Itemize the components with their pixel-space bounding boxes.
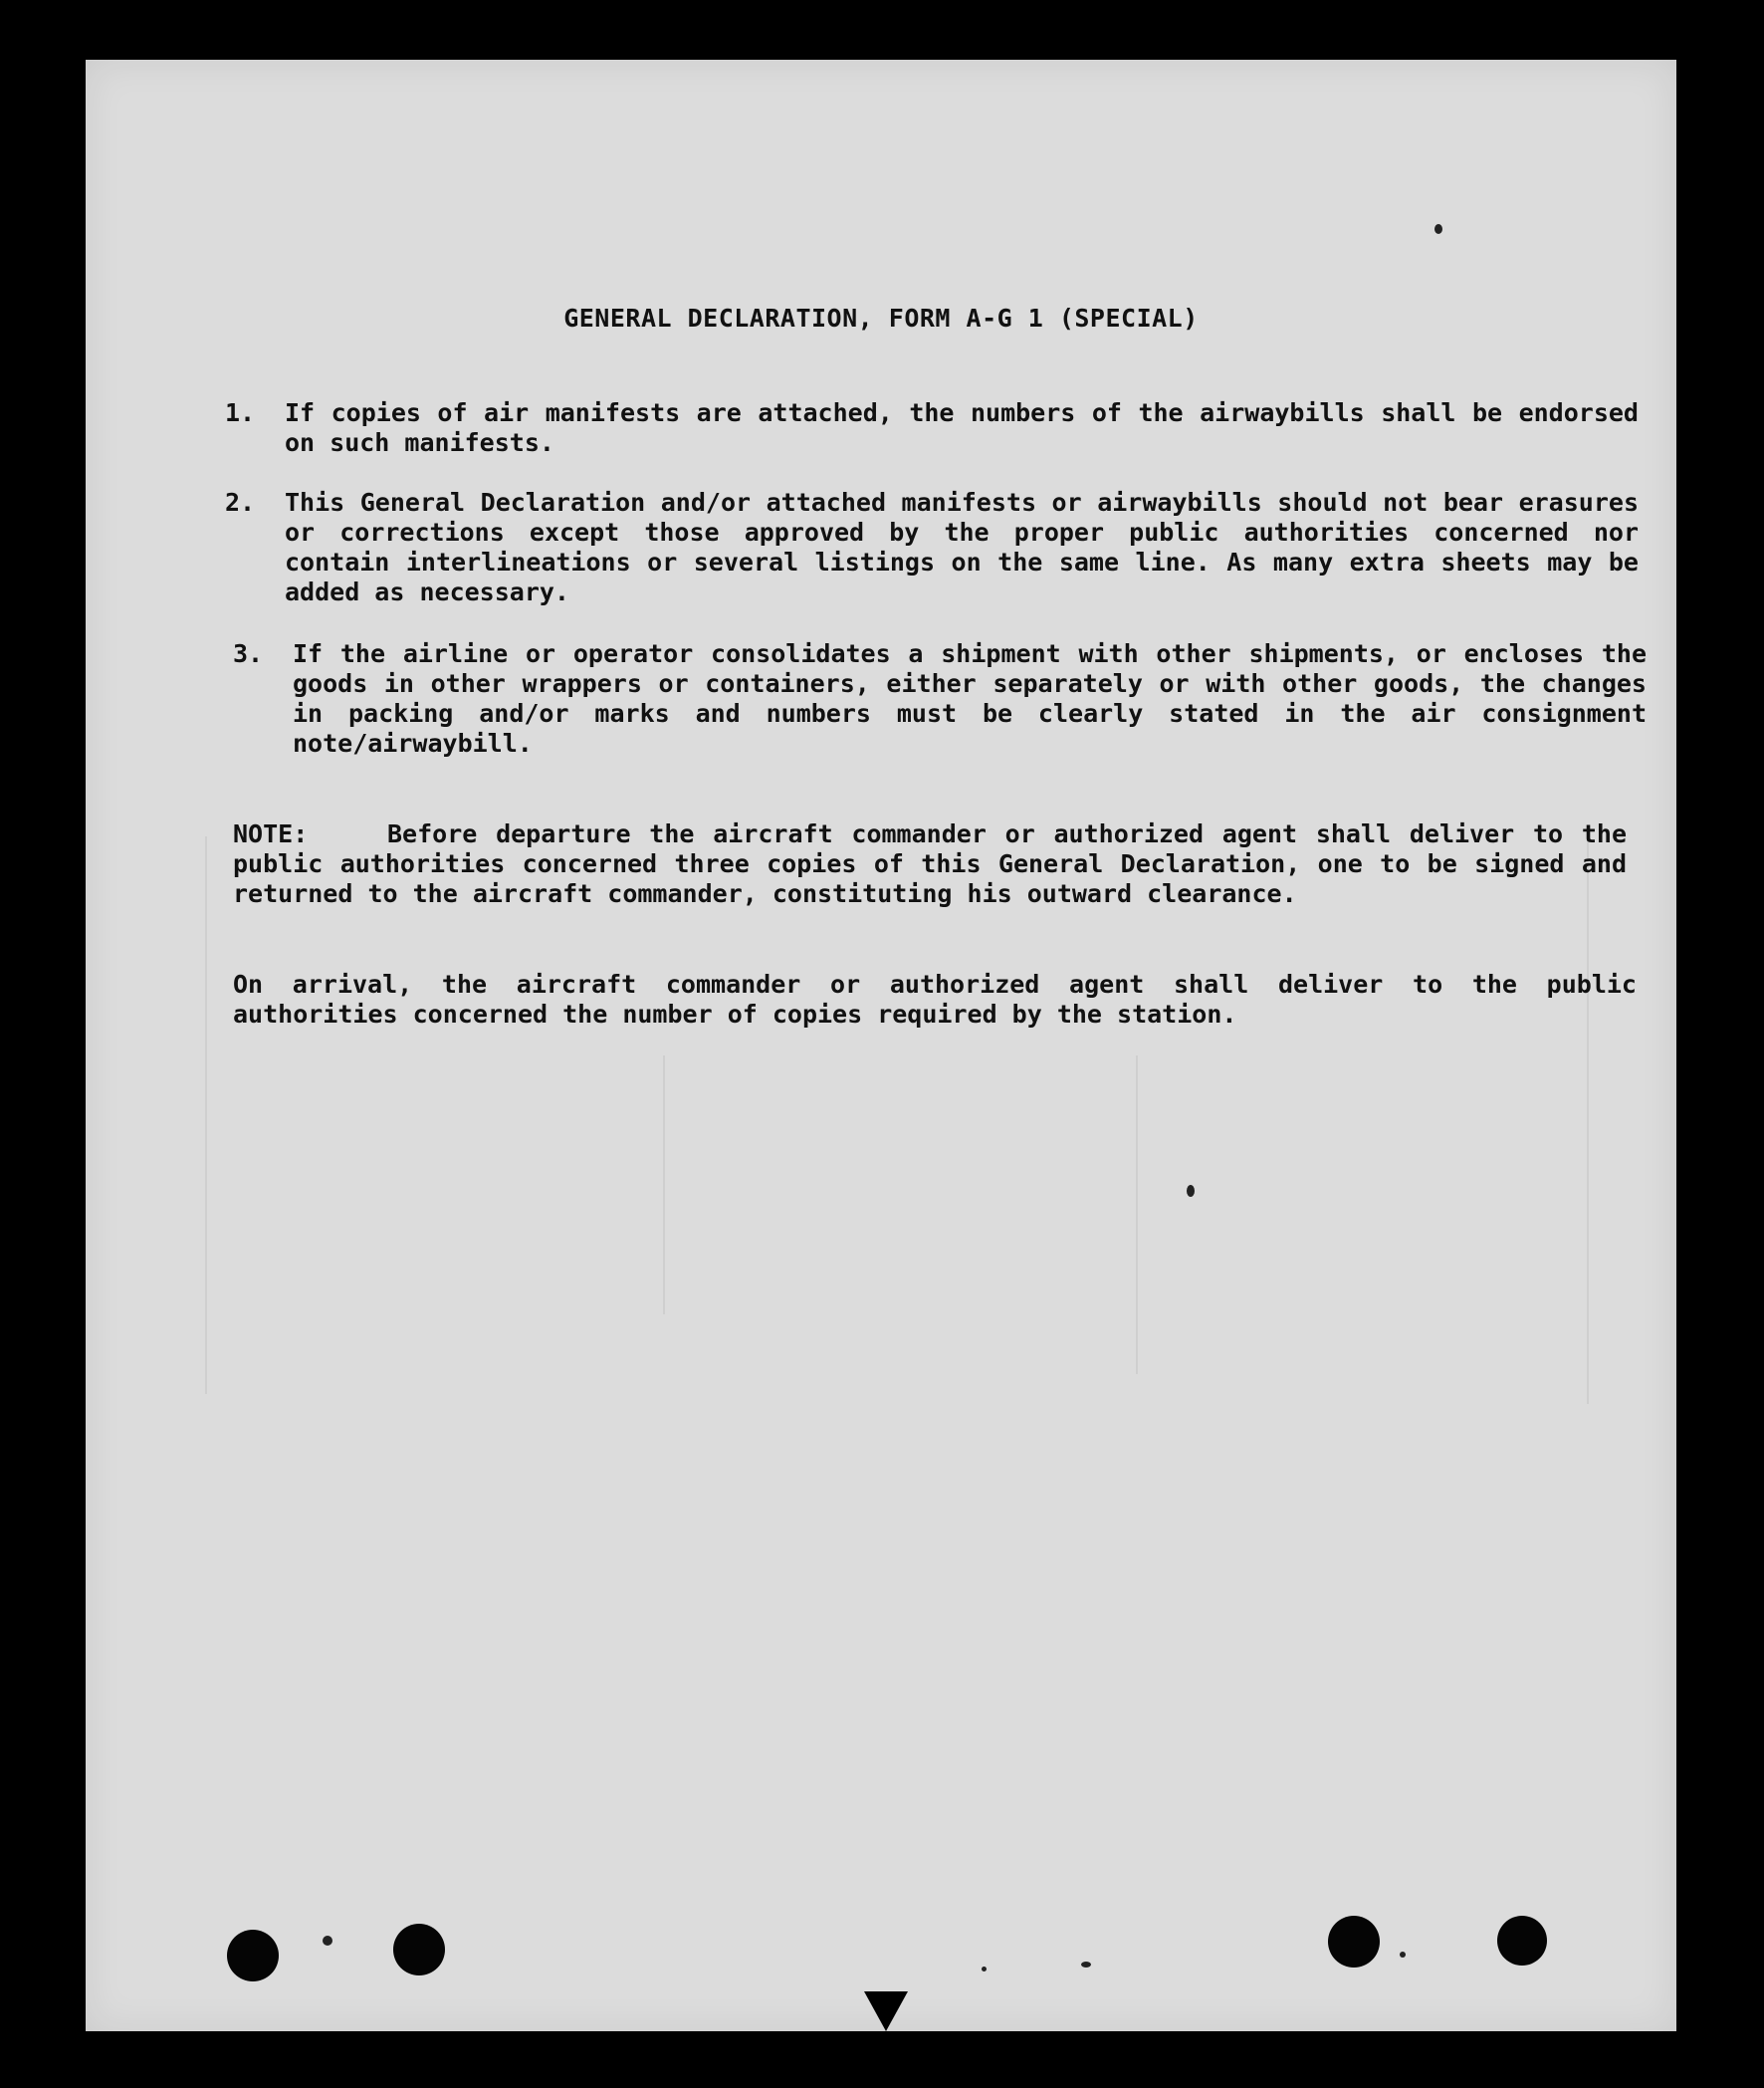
speck-icon xyxy=(1187,1185,1195,1197)
item-text: This General Declaration and/or attached manifests or airwaybills should not bear erasures or corrections except those approved by the proper public authorities concerned nor contain interlineations or several listings on the same line. As many extra sheets may be added as necessary. xyxy=(285,488,1639,606)
item-number: 1. xyxy=(225,398,256,427)
speck-icon xyxy=(1400,1952,1406,1958)
speck-icon xyxy=(1434,224,1442,234)
note-text: Before departure the aircraft commander or authorized agent shall deliver to the public authorities concerned three copies of this General Declaration, one to be signed and returned to the aircraft commander, constituting his outward clearance. xyxy=(233,819,1627,908)
document-title: GENERAL DECLARATION, FORM A-G 1 (SPECIAL) xyxy=(563,304,1199,333)
document-body xyxy=(86,60,1676,2031)
instruction-item xyxy=(233,639,1647,759)
item-text: If the airline or operator consolidates a shipment with other shipments, or encloses the goods in other wrappers or containers, either separately or with other goods, the changes in packing and/or marks and numbers must be clearly stated in the air consignment note/airwaybill. xyxy=(293,639,1647,758)
speck-icon xyxy=(323,1936,332,1946)
torn-edge-icon xyxy=(864,1991,908,2031)
speck-icon xyxy=(982,1967,987,1972)
arrival-paragraph: On arrival, the aircraft commander or authorized agent shall deliver to the public authorities concerned the number of copies required by the station. xyxy=(233,970,1637,1029)
punch-hole-icon xyxy=(227,1930,279,1981)
note-paragraph xyxy=(233,819,1627,909)
instruction-item xyxy=(225,398,1639,458)
item-number: 2. xyxy=(225,488,256,517)
punch-hole-icon xyxy=(1497,1916,1547,1966)
instruction-item xyxy=(225,488,1639,607)
document-page xyxy=(86,60,1676,2031)
punch-hole-icon xyxy=(1328,1916,1380,1968)
item-text: If copies of air manifests are attached, the numbers of the airwaybills shall be endorsed on such manifests. xyxy=(285,398,1639,457)
punch-hole-icon xyxy=(393,1924,445,1975)
item-number: 3. xyxy=(233,639,264,668)
note-label: NOTE: xyxy=(233,819,309,848)
speck-icon xyxy=(1081,1962,1091,1968)
